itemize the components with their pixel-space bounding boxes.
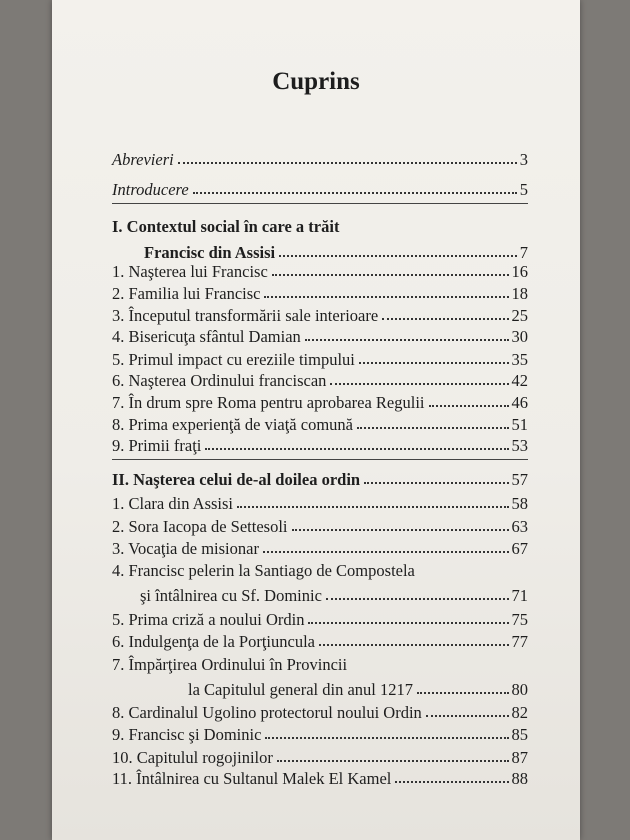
toc-entry-page: 88 (511, 769, 528, 788)
leader-dots (357, 427, 509, 429)
toc-entry[interactable] (112, 258, 528, 282)
section-divider (112, 459, 528, 460)
toc-entry-page: 58 (511, 494, 528, 513)
leader-dots (292, 529, 509, 531)
toc-entry-label: 6. Naşterea Ordinului franciscan (112, 371, 327, 390)
toc-entry-page: 3 (519, 150, 528, 169)
toc-entry[interactable] (112, 721, 528, 745)
leader-dots (265, 737, 508, 739)
toc-entry[interactable] (112, 535, 528, 559)
toc-entry-introducere[interactable] (112, 176, 528, 200)
section-divider (112, 203, 528, 204)
toc-entry[interactable] (140, 582, 528, 606)
toc-entry[interactable] (112, 323, 528, 347)
toc-entry-page: 18 (511, 284, 528, 303)
leader-dots (237, 506, 508, 508)
toc-entry[interactable] (112, 367, 528, 391)
leader-dots (417, 692, 509, 694)
toc-entry-page: 42 (511, 371, 528, 390)
toc-entry-line1: 4. Francisc pelerin la Santiago de Compostela (112, 561, 415, 580)
toc-entry-page: 25 (511, 306, 528, 325)
toc-entry-page: 53 (511, 436, 528, 455)
toc-entry[interactable] (112, 513, 528, 537)
section2-heading[interactable] (112, 466, 528, 490)
toc-entry-label: 10. Capitulul rogojinilor (112, 748, 273, 767)
toc-entry-label: 11. Întâlnirea cu Sultanul Malek El Kamel (112, 769, 392, 788)
toc-entry-label: 5. Primul impact cu ereziile timpului (112, 350, 355, 369)
leader-dots (279, 255, 517, 257)
toc-entry[interactable] (112, 490, 528, 514)
toc-entry-label: 8. Prima experienţă de viaţă comună (112, 415, 353, 434)
toc-entry-label: 9. Francisc şi Dominic (112, 725, 262, 744)
toc-entry-abrevieri[interactable] (112, 146, 528, 170)
leader-dots (205, 448, 508, 450)
leader-dots (364, 482, 508, 484)
toc-entry-page: 82 (511, 703, 528, 722)
leader-dots (178, 162, 517, 164)
page-title: Cuprins (272, 68, 360, 95)
leader-dots (272, 274, 509, 276)
toc-entry-label: 7. În drum spre Roma pentru aprobarea Regulii (112, 393, 425, 412)
toc-entry-page: 7 (519, 243, 528, 262)
book-page (52, 0, 580, 840)
leader-dots (359, 362, 509, 364)
toc-entry[interactable] (112, 699, 528, 723)
toc-entry-page: 67 (511, 539, 528, 558)
toc-entry[interactable] (112, 628, 528, 652)
leader-dots (319, 644, 509, 646)
toc-entry-page: 63 (511, 517, 528, 536)
section1-heading-line1: I. Contextul social în care a trăit (112, 217, 340, 236)
toc-entry-label: 3. Vocaţia de misionar (112, 539, 259, 558)
toc-entry-page: 57 (511, 470, 528, 489)
toc-entry-label: 1. Naşterea lui Francisc (112, 262, 268, 281)
leader-dots (426, 715, 509, 717)
leader-dots (395, 781, 508, 783)
toc-entry-label: Francisc din Assisi (144, 243, 276, 262)
leader-dots (330, 383, 508, 385)
leader-dots (326, 598, 509, 600)
toc-entry-label: Introducere (112, 180, 189, 199)
leader-dots (193, 192, 517, 194)
toc-entry-label: 3. Începutul transformării sale interioare (112, 306, 379, 325)
toc-entry-page: 35 (511, 350, 528, 369)
toc-entry-page: 5 (519, 180, 528, 199)
toc-entry-label: 8. Cardinalul Ugolino protectorul noului Ordin (112, 703, 422, 722)
toc-entry-label: la Capitulul general din anul 1217 (188, 680, 413, 699)
toc-entry-page: 85 (511, 725, 528, 744)
toc-entry[interactable] (112, 606, 528, 630)
toc-entry[interactable] (112, 432, 528, 456)
toc-entry[interactable] (112, 280, 528, 304)
toc-entry-page: 77 (511, 632, 528, 651)
toc-entry-page: 46 (511, 393, 528, 412)
leader-dots (305, 339, 509, 341)
toc-entry-page: 75 (511, 610, 528, 629)
leader-dots (382, 318, 508, 320)
toc-entry[interactable] (112, 765, 528, 789)
leader-dots (277, 760, 509, 762)
toc-entry-page: 80 (511, 680, 528, 699)
toc-entry-page: 87 (511, 748, 528, 767)
toc-entry-line1: 7. Împărţirea Ordinului în Provincii (112, 655, 348, 674)
toc-entry-page: 30 (511, 327, 528, 346)
toc-entry-label: 2. Sora Iacopa de Settesoli (112, 517, 288, 536)
toc-entry[interactable] (112, 389, 528, 413)
toc-entry-label: 9. Primii fraţi (112, 436, 202, 455)
toc-entry-label: 5. Prima criză a noului Ordin (112, 610, 305, 629)
toc-entry-label: 2. Familia lui Francisc (112, 284, 261, 303)
toc-entry-page: 71 (511, 586, 528, 605)
toc-entry-label: şi întâlnirea cu Sf. Dominic (140, 586, 322, 605)
leader-dots (429, 405, 509, 407)
leader-dots (263, 551, 509, 553)
toc-entry-label: 1. Clara din Assisi (112, 494, 234, 513)
toc-entry-label: II. Naşterea celui de-al doilea ordin (112, 470, 361, 489)
toc-entry-page: 51 (511, 415, 528, 434)
leader-dots (264, 296, 508, 298)
toc-entry-page: 16 (511, 262, 528, 281)
toc-entry-label: 6. Indulgenţa de la Porţiuncula (112, 632, 315, 651)
toc-entry-label: Abrevieri (112, 150, 174, 169)
leader-dots (308, 622, 508, 624)
toc-entry[interactable] (188, 676, 528, 700)
toc-entry-label: 4. Bisericuţa sfântul Damian (112, 327, 301, 346)
